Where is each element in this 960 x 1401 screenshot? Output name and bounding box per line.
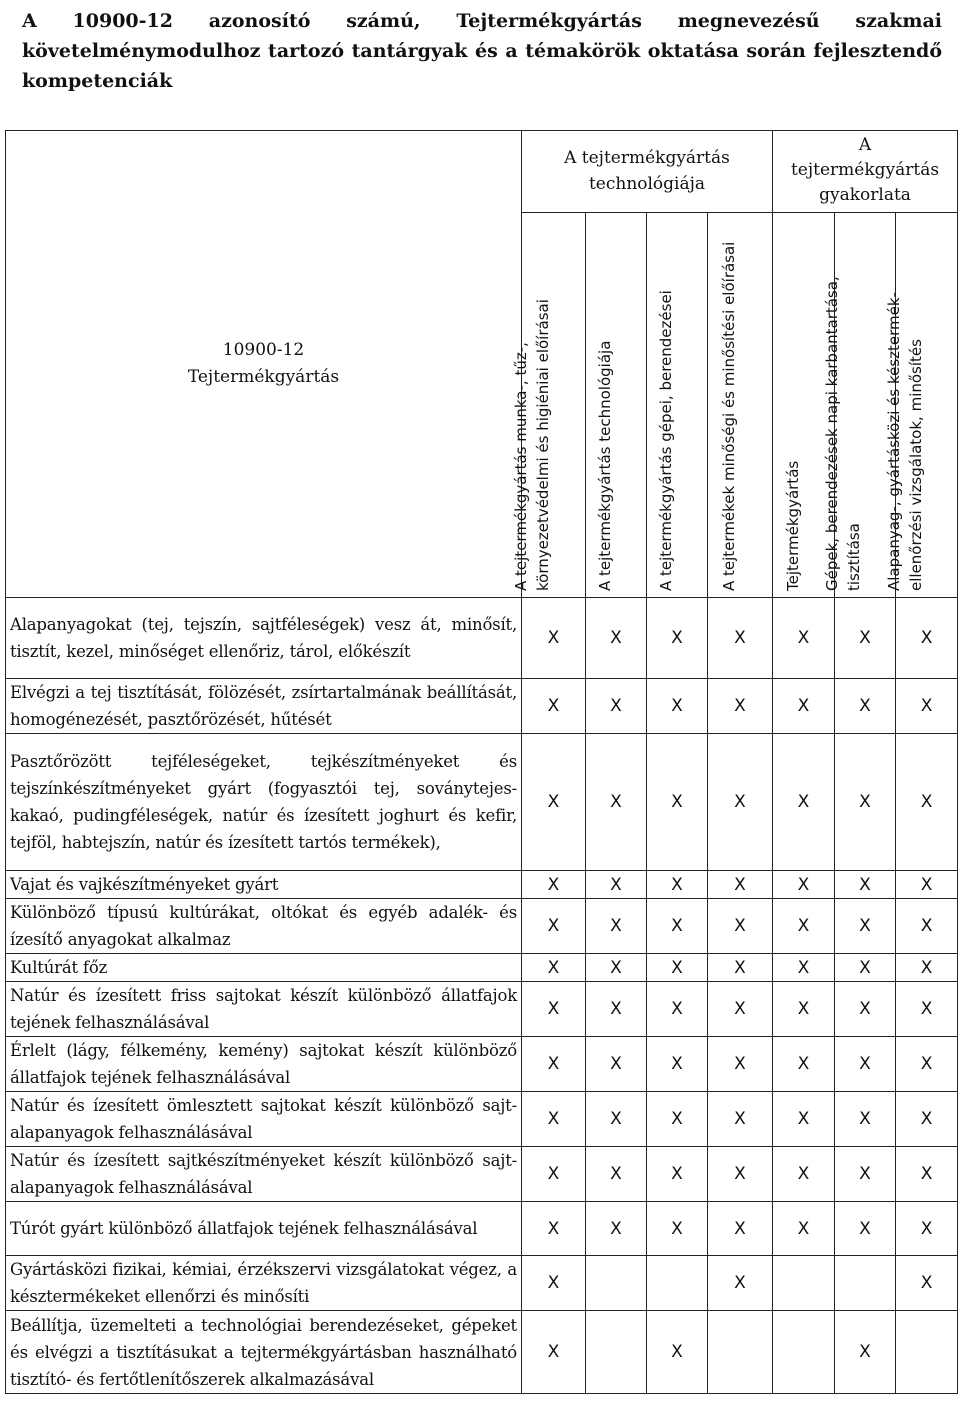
mark-cell [647, 1256, 708, 1311]
competency-text: Érlelt (lágy, félkemény, kemény) sajtokat készít különböző állatfajok tejének felhasználásával [6, 1037, 522, 1092]
mark-cell: X [522, 899, 586, 954]
mark-cell: X [647, 679, 708, 734]
competency-text: Gyártásközi fizikai, kémiai, érzékszervi vizsgálatokat végez, a késztermékeket ellenőrzi és minősíti [6, 1256, 522, 1311]
mark-cell: X [522, 679, 586, 734]
table-row [6, 1037, 958, 1092]
mark-cell: X [835, 1037, 896, 1092]
mark-cell: X [647, 899, 708, 954]
mark-cell: X [708, 899, 773, 954]
column-header-label: A tejtermékgyártás technológiája [596, 340, 614, 591]
mark-cell: X [522, 1037, 586, 1092]
mark-cell: X [835, 734, 896, 871]
competency-text: Kultúrát főz [6, 954, 522, 982]
table-row [6, 871, 958, 899]
group-label: A tejtermékgyártás technológiája [564, 148, 730, 194]
mark-cell: X [586, 899, 647, 954]
mark-cell [773, 1311, 835, 1394]
mark-cell: X [773, 954, 835, 982]
mark-cell: X [896, 1256, 958, 1311]
mark-cell: X [522, 1202, 586, 1256]
column-header-7 [884, 213, 958, 598]
mark-cell: X [522, 1147, 586, 1202]
mark-cell: X [896, 734, 958, 871]
mark-cell: X [896, 598, 958, 679]
mark-cell: X [896, 1092, 958, 1147]
table-row [6, 1256, 958, 1311]
mark-cell: X [708, 1256, 773, 1311]
group-label: A tejtermékgyártás gyakorlata [790, 135, 940, 205]
document-heading: A 10900-12 azonosító számú, Tejtermékgyártás megnevezésű szakmai követelménymodulhoz tartozó tantárgyak és a témakörök oktatása során fejlesztendő kompetenciák [22, 10, 942, 92]
mark-cell: X [773, 871, 835, 899]
column-header-label: A tejtermékgyártás gépei, berendezései [657, 290, 675, 591]
mark-cell [773, 1256, 835, 1311]
mark-cell: X [586, 1202, 647, 1256]
module-name: Tejtermékgyártás [187, 367, 340, 387]
mark-cell: X [647, 1037, 708, 1092]
mark-cell: X [647, 1147, 708, 1202]
mark-cell: X [522, 954, 586, 982]
mark-cell: X [647, 1202, 708, 1256]
mark-cell: X [773, 734, 835, 871]
mark-cell: X [773, 679, 835, 734]
group-header-technology [522, 131, 773, 213]
mark-cell: X [647, 954, 708, 982]
table-row [6, 598, 958, 679]
mark-cell: X [896, 1037, 958, 1092]
column-header-label: A tejtermékek minőségi és minősítési előírásai [720, 241, 738, 591]
mark-cell: X [896, 1147, 958, 1202]
mark-cell: X [586, 982, 647, 1037]
mark-cell: X [586, 1037, 647, 1092]
mark-cell: X [835, 899, 896, 954]
mark-cell: X [647, 982, 708, 1037]
mark-cell [708, 1311, 773, 1394]
mark-cell: X [835, 982, 896, 1037]
column-header-1 [511, 213, 586, 598]
competency-text: Pasztőrözött tejféleségeket, tejkészítményeket és tejszínkészítményeket gyárt (fogyasztói tej, soványtejes-kakaó, pudingféleségek, natúr és ízesített joghurt és kefir, tejföl, habtejszín, natúr és ízesített tartós termékek), [6, 734, 522, 871]
table-row [6, 982, 958, 1037]
competency-text: Natúr és ízesített friss sajtokat készít különböző állatfajok tejének felhasználásával [6, 982, 522, 1037]
mark-cell: X [647, 1311, 708, 1394]
mark-cell: X [896, 1202, 958, 1256]
mark-cell: X [708, 982, 773, 1037]
mark-cell: X [586, 871, 647, 899]
competency-text: Alapanyagokat (tej, tejszín, sajtféleségek) vesz át, minősít, tisztít, kezel, minőséget ellenőriz, tárol, előkészít [6, 598, 522, 679]
mark-cell: X [835, 1202, 896, 1256]
mark-cell: X [708, 598, 773, 679]
mark-cell [835, 1256, 896, 1311]
mark-cell: X [835, 871, 896, 899]
column-header-3 [647, 213, 708, 598]
mark-cell: X [522, 1256, 586, 1311]
mark-cell: X [773, 1092, 835, 1147]
table-row [6, 1311, 958, 1394]
mark-cell: X [773, 598, 835, 679]
column-header-4 [708, 213, 773, 598]
mark-cell: X [647, 871, 708, 899]
mark-cell: X [586, 1147, 647, 1202]
mark-cell: X [708, 734, 773, 871]
mark-cell: X [896, 954, 958, 982]
mark-cell: X [522, 598, 586, 679]
mark-cell: X [896, 679, 958, 734]
mark-cell: X [835, 679, 896, 734]
mark-cell: X [522, 1092, 586, 1147]
table-row [6, 954, 958, 982]
mark-cell: X [586, 679, 647, 734]
mark-cell: X [586, 954, 647, 982]
competency-text: Különböző típusú kultúrákat, oltókat és egyéb adalék- és ízesítő anyagokat alkalmaz [6, 899, 522, 954]
module-code: 10900-12 [222, 340, 305, 360]
mark-cell: X [708, 871, 773, 899]
table-row [6, 1202, 958, 1256]
mark-cell: X [896, 871, 958, 899]
column-header-2 [586, 213, 647, 598]
mark-cell: X [647, 734, 708, 871]
mark-cell: X [835, 598, 896, 679]
mark-cell: X [835, 1311, 896, 1394]
table-row [6, 734, 958, 871]
mark-cell: X [708, 1202, 773, 1256]
mark-cell: X [647, 598, 708, 679]
mark-cell [896, 1311, 958, 1394]
mark-cell: X [708, 1092, 773, 1147]
table-row [6, 899, 958, 954]
mark-cell: X [647, 1092, 708, 1147]
mark-cell [586, 1311, 647, 1394]
group-header-practice [773, 131, 958, 213]
mark-cell: X [708, 679, 773, 734]
mark-cell: X [835, 1092, 896, 1147]
competency-text: Beállítja, üzemelteti a technológiai berendezéseket, gépeket és elvégzi a tisztításukat a tejtermékgyártásban használható tisztító- és fertőtlenítőszerek alkalmazásával [6, 1311, 522, 1394]
mark-cell: X [708, 1037, 773, 1092]
competency-table [5, 130, 958, 1394]
mark-cell: X [586, 734, 647, 871]
mark-cell: X [522, 982, 586, 1037]
mark-cell: X [773, 982, 835, 1037]
mark-cell: X [586, 1092, 647, 1147]
mark-cell: X [773, 1202, 835, 1256]
mark-cell: X [896, 982, 958, 1037]
mark-cell: X [522, 1311, 586, 1394]
column-header-label: Alapanyag-, gyártásközi és késztermék-ellenőrzési vizsgálatok, minősítés [884, 292, 925, 591]
competency-text: Túrót gyárt különböző állatfajok tejének felhasználásával [6, 1202, 522, 1256]
mark-cell: X [835, 1147, 896, 1202]
table-row [6, 679, 958, 734]
mark-cell: X [896, 899, 958, 954]
mark-cell: X [708, 1147, 773, 1202]
mark-cell: X [835, 954, 896, 982]
column-header-label: A tejtermékgyártás munka-, tűz-, környezetvédelmi és higiéniai előírásai [511, 299, 552, 591]
table-row [6, 1147, 958, 1202]
mark-cell: X [773, 1037, 835, 1092]
column-header-label: Gépek, berendezések napi karbantartása, tisztítása [823, 276, 863, 591]
competency-text: Natúr és ízesített sajtkészítményeket készít különböző sajt-alapanyagok felhasználásával [6, 1147, 522, 1202]
table-row [6, 1092, 958, 1147]
competency-text: Elvégzi a tej tisztítását, fölözését, zsírtartalmának beállítását, homogénezését, pasztőrözését, hűtését [6, 679, 522, 734]
mark-cell: X [773, 899, 835, 954]
mark-cell: X [773, 1147, 835, 1202]
mark-cell: X [708, 954, 773, 982]
mark-cell [586, 1256, 647, 1311]
mark-cell: X [522, 734, 586, 871]
mark-cell: X [522, 871, 586, 899]
competency-text: Natúr és ízesített ömlesztett sajtokat készít különböző sajt-alapanyagok felhasználásával [6, 1092, 522, 1147]
column-header-label: Tejtermékgyártás [783, 460, 802, 591]
competency-text: Vajat és vajkészítményeket gyárt [6, 871, 522, 899]
module-header-cell [6, 131, 522, 598]
mark-cell: X [586, 598, 647, 679]
